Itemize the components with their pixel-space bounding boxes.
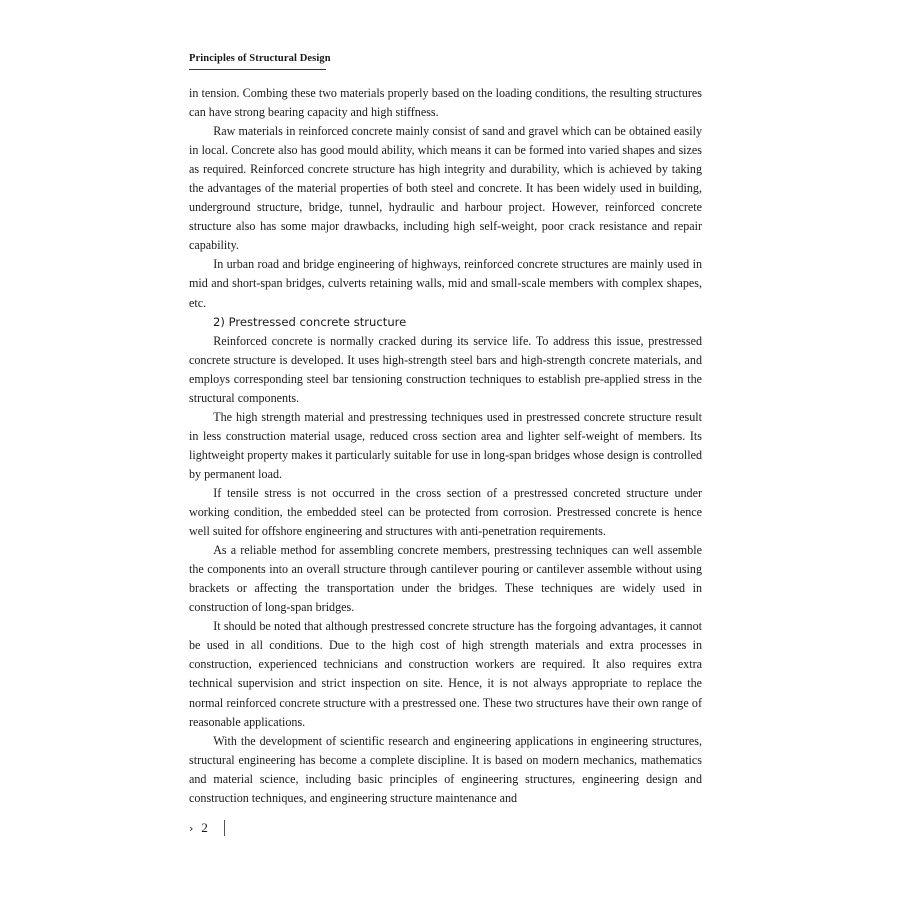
page-footer bbox=[189, 820, 225, 836]
running-head-title: Principles of Structural Design bbox=[189, 53, 331, 64]
body-text bbox=[189, 84, 702, 808]
paragraph-continuation: in tension. Combing these two materials properly based on the loading conditions, the resulting structures can have strong bearing capacity and high stiffness. bbox=[189, 86, 702, 120]
paragraph-limitations: It should be noted that although prestressed concrete structure has the forgoing advantages, it cannot be used in all conditions. Due to the high cost of high strength materials and extra processes in construction, experienced technicians and construction workers are required. It also requires extra technical supervision and strict inspection on site. Hence, it is not always appropriate to replace the normal reinforced concrete structure with a prestressed one. These two structures have their own range of reasonable applications. bbox=[189, 619, 702, 729]
header-rule bbox=[189, 69, 326, 70]
paragraph-raw-materials: Raw materials in reinforced concrete mainly consist of sand and gravel which can be obtained easily in local. Concrete also has good mould ability, which means it can be formed into varied shapes and sizes as required. Reinforced concrete structure has high integrity and durability, which is achieved by taking the advantages of the material properties of both steel and concrete. It has been widely used in building, underground structure, bridge, tunnel, hydraulic and harbour project. However, reinforced concrete structure also has some major drawbacks, including high self-weight, poor crack resistance and repair capability. bbox=[189, 124, 702, 253]
paragraph-high-strength: The high strength material and prestressing techniques used in prestressed concrete structure result in less construction material usage, reduced cross section area and lighter self-weight of members. Its lightweight property makes it particularly suitable for use in long-span bridges whose design is controlled by permanent load. bbox=[189, 409, 702, 481]
paragraph-discipline: With the development of scientific research and engineering applications in engineering structures, structural engineering has become a complete discipline. It is based on modern mechanics, mathematics and material science, including basic principles of engineering structures, engineering design and construction techniques, and engineering structure maintenance and bbox=[189, 733, 702, 805]
paragraph-assembling: As a reliable method for assembling concrete members, prestressing techniques can well assemble the components into an overall structure through cantilever pouring or cantilever assemble without using brackets or affecting the transportation under the bridges. These techniques are widely used in construction of long-span bridges. bbox=[189, 543, 702, 615]
footer-divider bbox=[224, 820, 225, 836]
chevron-right-icon: › bbox=[189, 821, 194, 835]
paragraph-cracking: Reinforced concrete is normally cracked during its service life. To address this issue, prestressed concrete structure is developed. It uses high-strength steel bars and high-strength concrete materials, and employs corresponding steel bar tensioning construction techniques to establish pre-applied stress in the structural components. bbox=[189, 333, 702, 405]
page-number: 2 bbox=[201, 820, 208, 835]
paragraph-tensile-stress: If tensile stress is not occurred in the cross section of a prestressed concreted structure under working condition, the embedded steel can be protected from corrosion. Prestressed concrete is hence well suited for offshore engineering and structures with anti-penetration requirements. bbox=[189, 485, 702, 539]
paragraph-urban-road: In urban road and bridge engineering of highways, reinforced concrete structures are mainly used in mid and short-span bridges, culverts retaining walls, mid and small-scale members with complex shapes, etc. bbox=[189, 257, 702, 310]
section-heading-prestressed: 2) Prestressed concrete structure bbox=[213, 314, 407, 329]
